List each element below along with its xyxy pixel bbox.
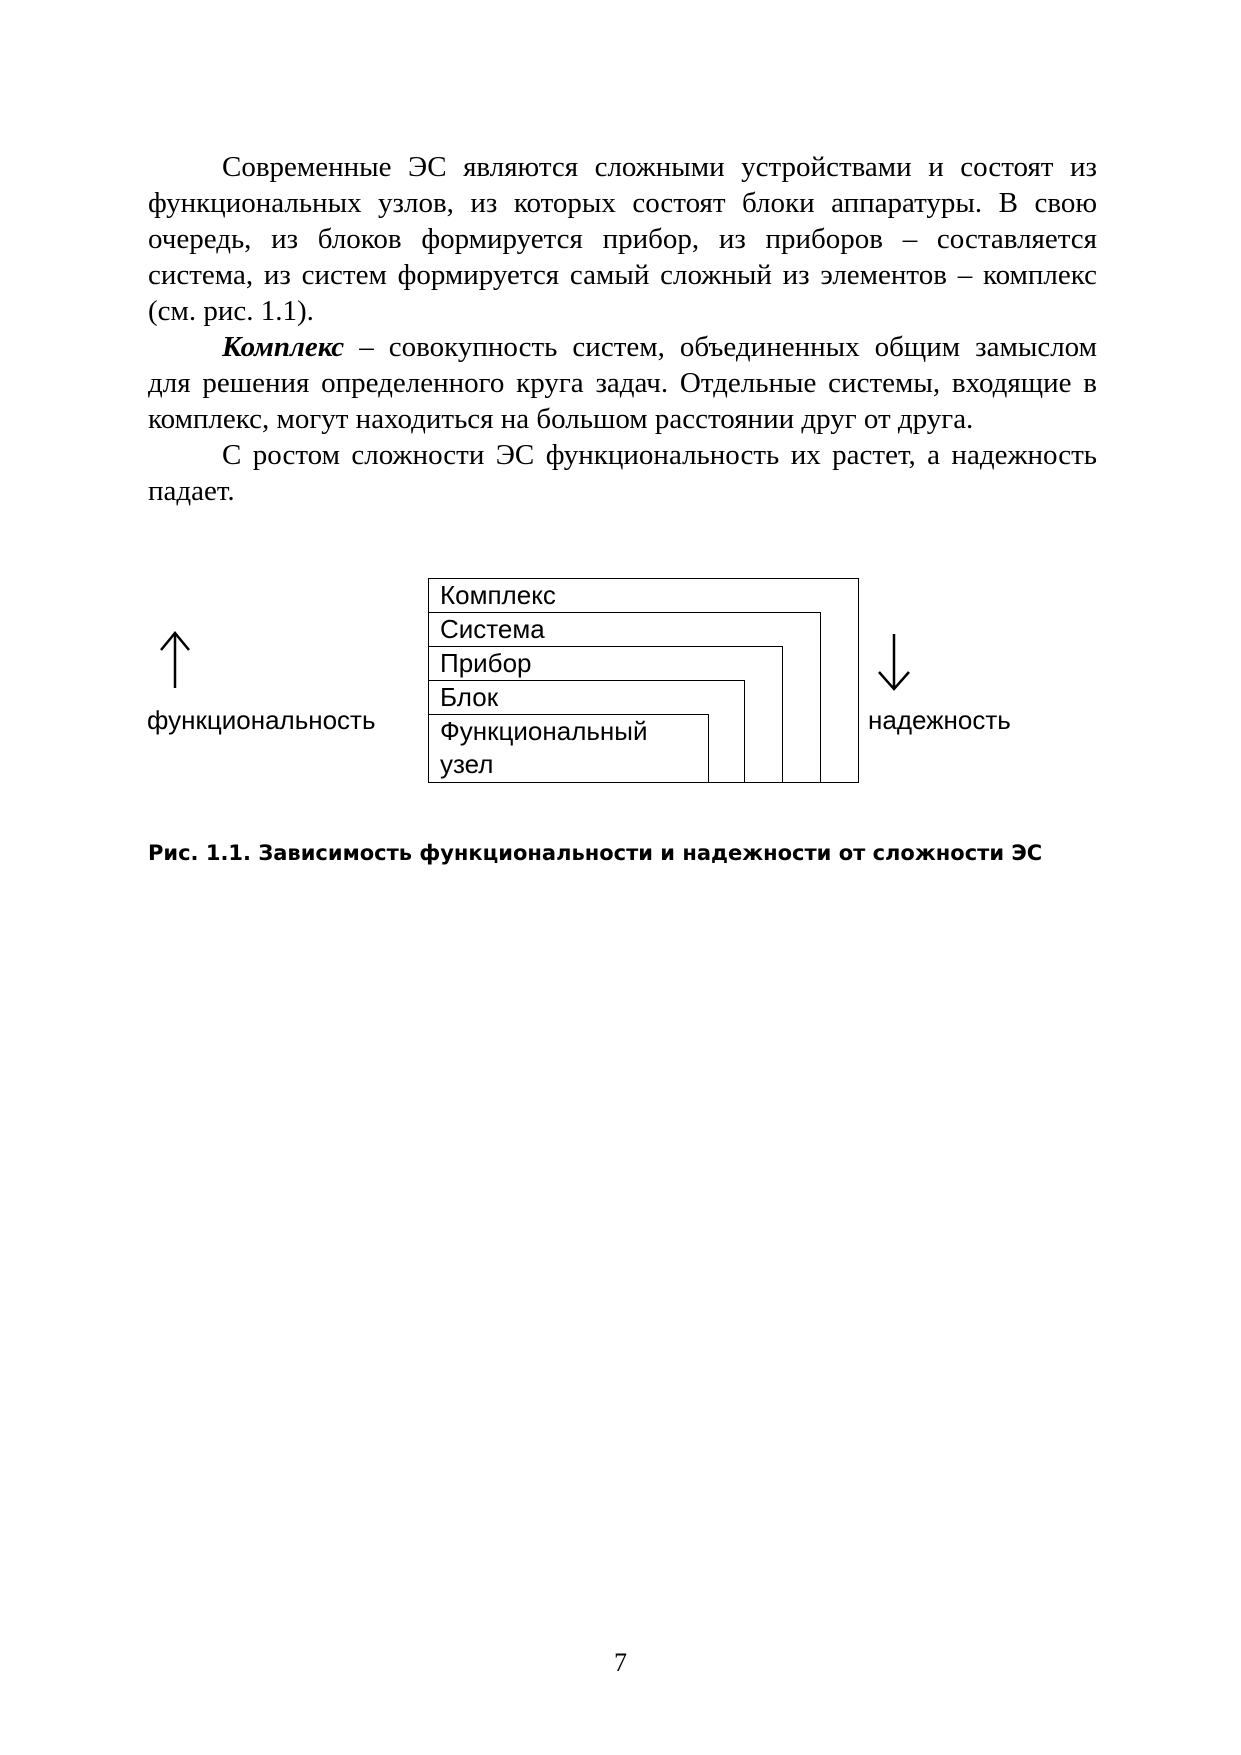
box-label-funktsionalny-uzel: Функциональный узел	[440, 716, 648, 779]
paragraph-1: Современные ЭС являются сложными устройствами и состоят из функциональных узлов, из которых состоят блоки аппаратуры. В свою очередь, из блоков формируется прибор, из приборов – составляется система, из систем формируется самый сложный из элементов – комплекс (см. рис. 1.1).	[148, 151, 1097, 327]
paragraph-2-text: – совокупность систем, объединенных общим замыслом для решения определенного круга задач. Отдельные системы, входящие в комплекс, могут находиться на большом расстоянии друг от друга.	[148, 331, 1097, 435]
box-label-kompleks: Комплекс	[440, 580, 556, 610]
figure-caption: Рис. 1.1. Зависимость функциональности и надежности от сложности ЭС	[148, 841, 1043, 865]
page-number: 7	[614, 1648, 627, 1677]
body-text	[148, 149, 1097, 509]
reliability-label: надежность	[868, 705, 1011, 735]
box-label-blok: Блок	[440, 682, 499, 712]
box-funktsionalny-uzel	[428, 714, 709, 783]
functionality-label: функциональность	[147, 705, 376, 735]
box-label-pribor: Прибор	[440, 648, 532, 678]
paragraph-2	[148, 329, 1097, 437]
down-arrow-icon	[876, 632, 912, 692]
box-label-sistema: Система	[440, 614, 545, 644]
paragraph-3: С ростом сложности ЭС функциональность их растет, а надежность падает.	[148, 439, 1097, 507]
up-arrow-icon	[158, 630, 192, 690]
term-kompleks: Комплекс	[222, 331, 345, 363]
